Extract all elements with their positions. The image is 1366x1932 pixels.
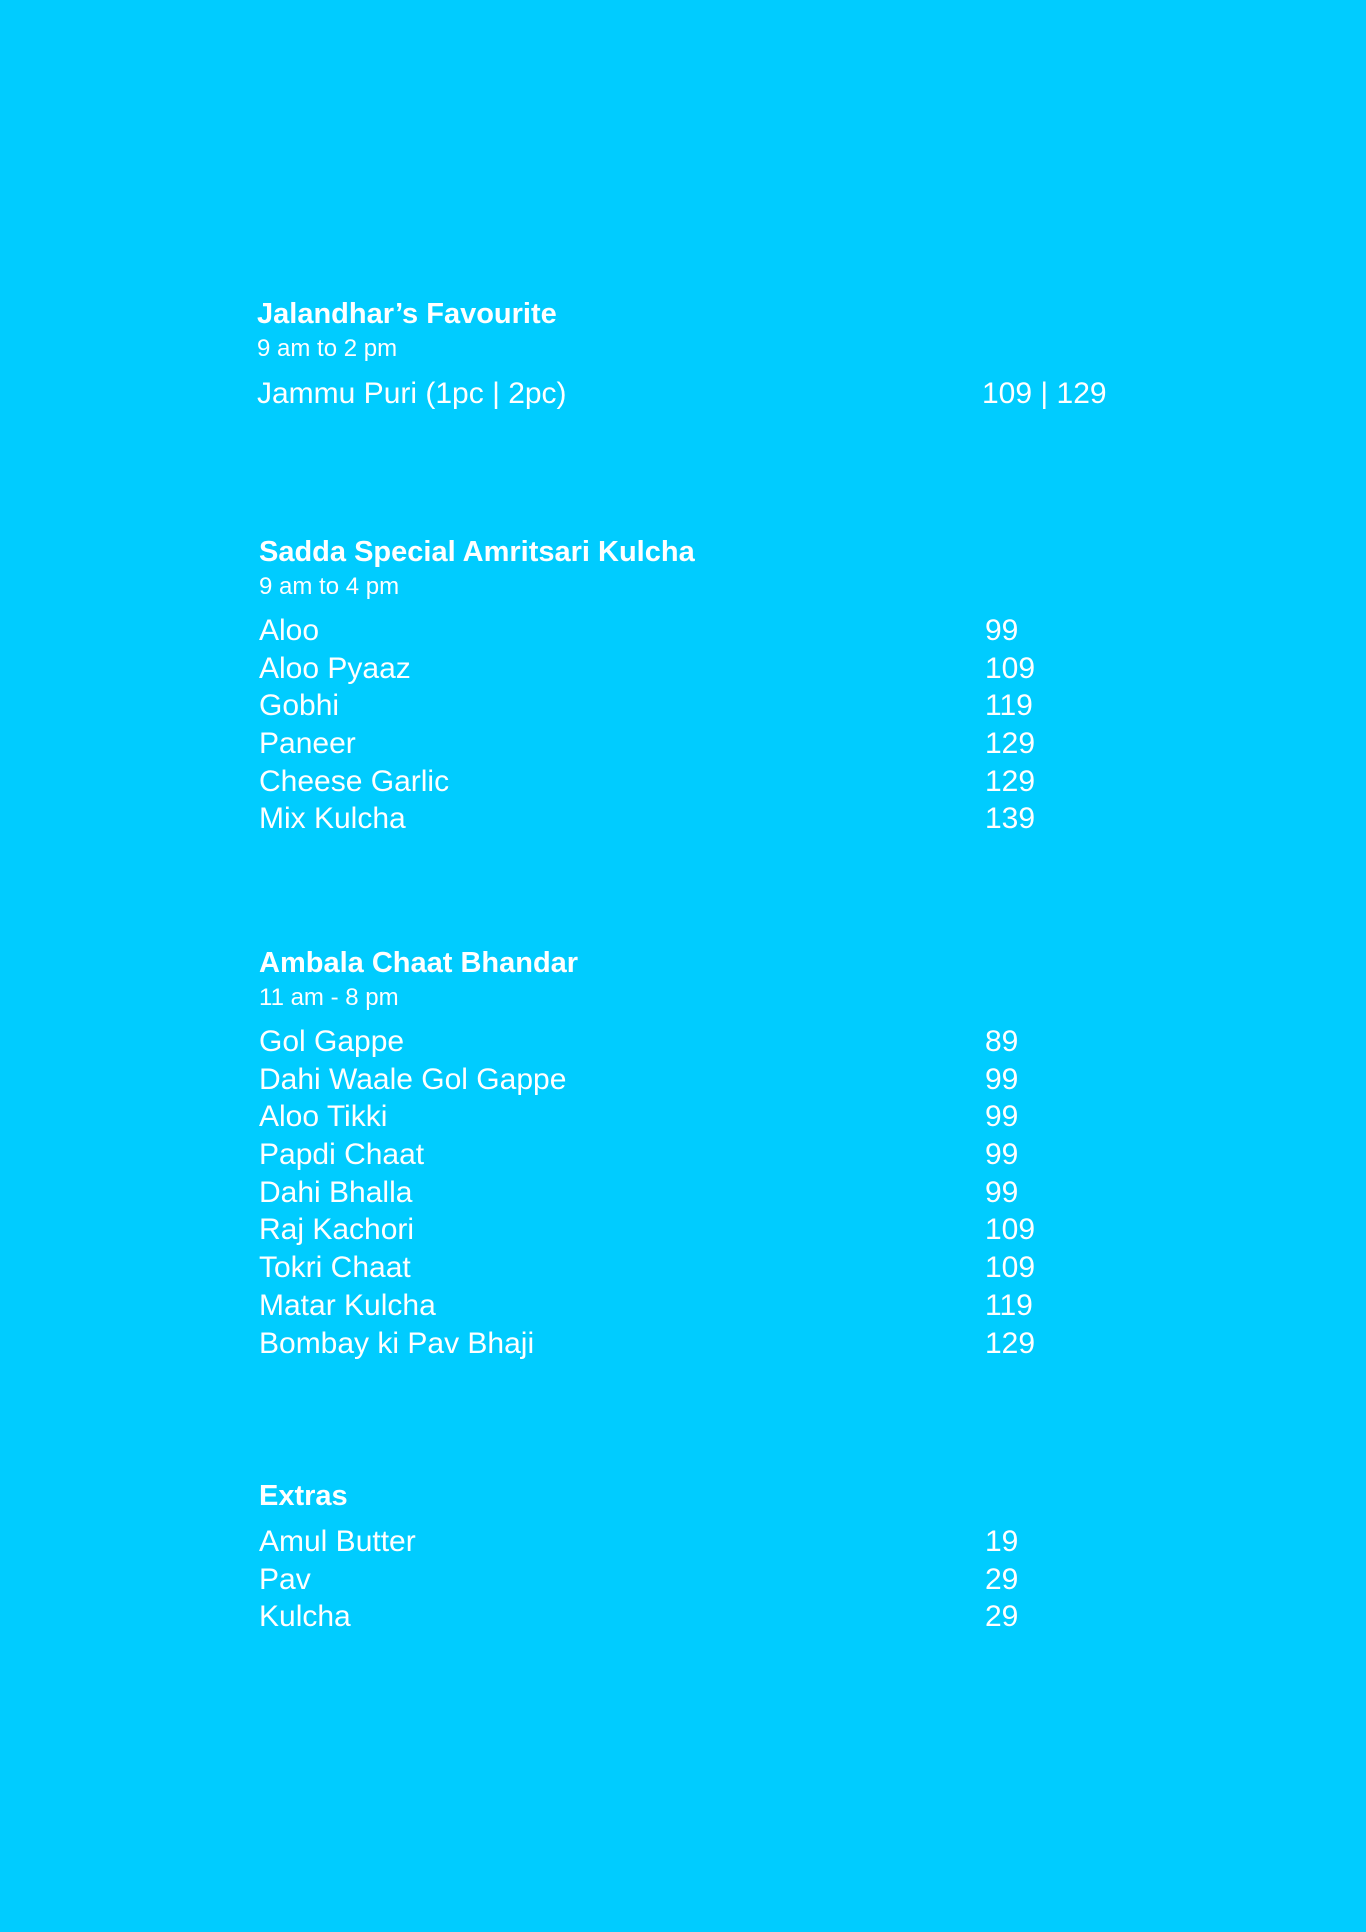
item-price: 129 [985,727,1036,761]
item-price: 19 [985,1525,1019,1558]
item-price: 119 [985,689,1033,723]
item-name: Jammu Puri (1pc | 2pc) [257,377,567,410]
menu-item [0,613,1366,651]
item-name: Amul Butter [259,1525,416,1558]
section-hours: 9 am to 4 pm [259,573,400,600]
item-name: Cheese Garlic [259,764,450,798]
item-name: Aloo Tikki [259,1100,388,1134]
item-price: 99 [985,1175,1019,1209]
item-name: Paneer [259,727,356,761]
item-name: Pav [259,1562,311,1596]
item-name: Gobhi [259,689,340,723]
item-price: 29 [985,1562,1019,1596]
item-name: Dahi Bhalla [259,1175,413,1209]
item-name: Papdi Chaat [259,1138,425,1172]
section-title: Sadda Special Amritsari Kulcha [259,536,695,568]
item-price: 109 [985,1251,1036,1285]
item-price: 109 [985,651,1036,685]
menu-item [0,1288,1366,1326]
menu-item [0,651,1366,689]
item-name: Tokri Chaat [259,1251,411,1285]
menu-item [0,1599,1366,1637]
item-name: Gol Gappe [259,1025,405,1058]
item-name: Kulcha [259,1600,351,1634]
menu-item-list [0,1524,1366,1637]
item-price: 99 [985,1062,1019,1096]
section-title: Jalandhar’s Favourite [257,298,557,330]
menu-item [0,1524,1366,1562]
item-price: 29 [985,1600,1019,1634]
menu-item-list [0,376,1366,414]
item-price: 99 [985,614,1019,647]
menu-item [0,1562,1366,1600]
item-price: 129 [985,764,1036,798]
item-price: 129 [985,1326,1036,1360]
item-name: Raj Kachori [259,1213,415,1247]
menu-item [0,1250,1366,1288]
item-name: Aloo Pyaaz [259,651,411,685]
item-price: 99 [985,1138,1019,1172]
menu-item-list [0,613,1366,839]
menu-item [0,688,1366,726]
section-title: Extras [259,1480,348,1512]
menu-item [0,1175,1366,1213]
item-price: 139 [985,802,1036,836]
item-price: 99 [985,1100,1019,1134]
section-hours: 9 am to 2 pm [257,335,398,362]
item-name: Matar Kulcha [259,1288,436,1322]
section-title: Ambala Chaat Bhandar [259,947,579,979]
item-price: 119 [985,1288,1033,1322]
menu-item [0,376,1366,414]
menu-item [0,1099,1366,1137]
item-name: Bombay ki Pav Bhaji [259,1326,535,1360]
menu-item [0,1062,1366,1100]
item-name: Mix Kulcha [259,802,406,836]
section-hours: 11 am - 8 pm [259,984,399,1011]
item-name: Dahi Waale Gol Gappe [259,1062,567,1096]
menu-item [0,801,1366,839]
menu-item [0,764,1366,802]
menu-item [0,726,1366,764]
item-price: 109 | 129 [982,377,1107,410]
menu-item [0,1024,1366,1062]
menu-item [0,1212,1366,1250]
menu-item [0,1326,1366,1364]
item-price: 89 [985,1025,1019,1058]
item-price: 109 [985,1213,1036,1247]
menu-item [0,1137,1366,1175]
item-name: Aloo [259,614,320,647]
menu-item-list [0,1024,1366,1363]
